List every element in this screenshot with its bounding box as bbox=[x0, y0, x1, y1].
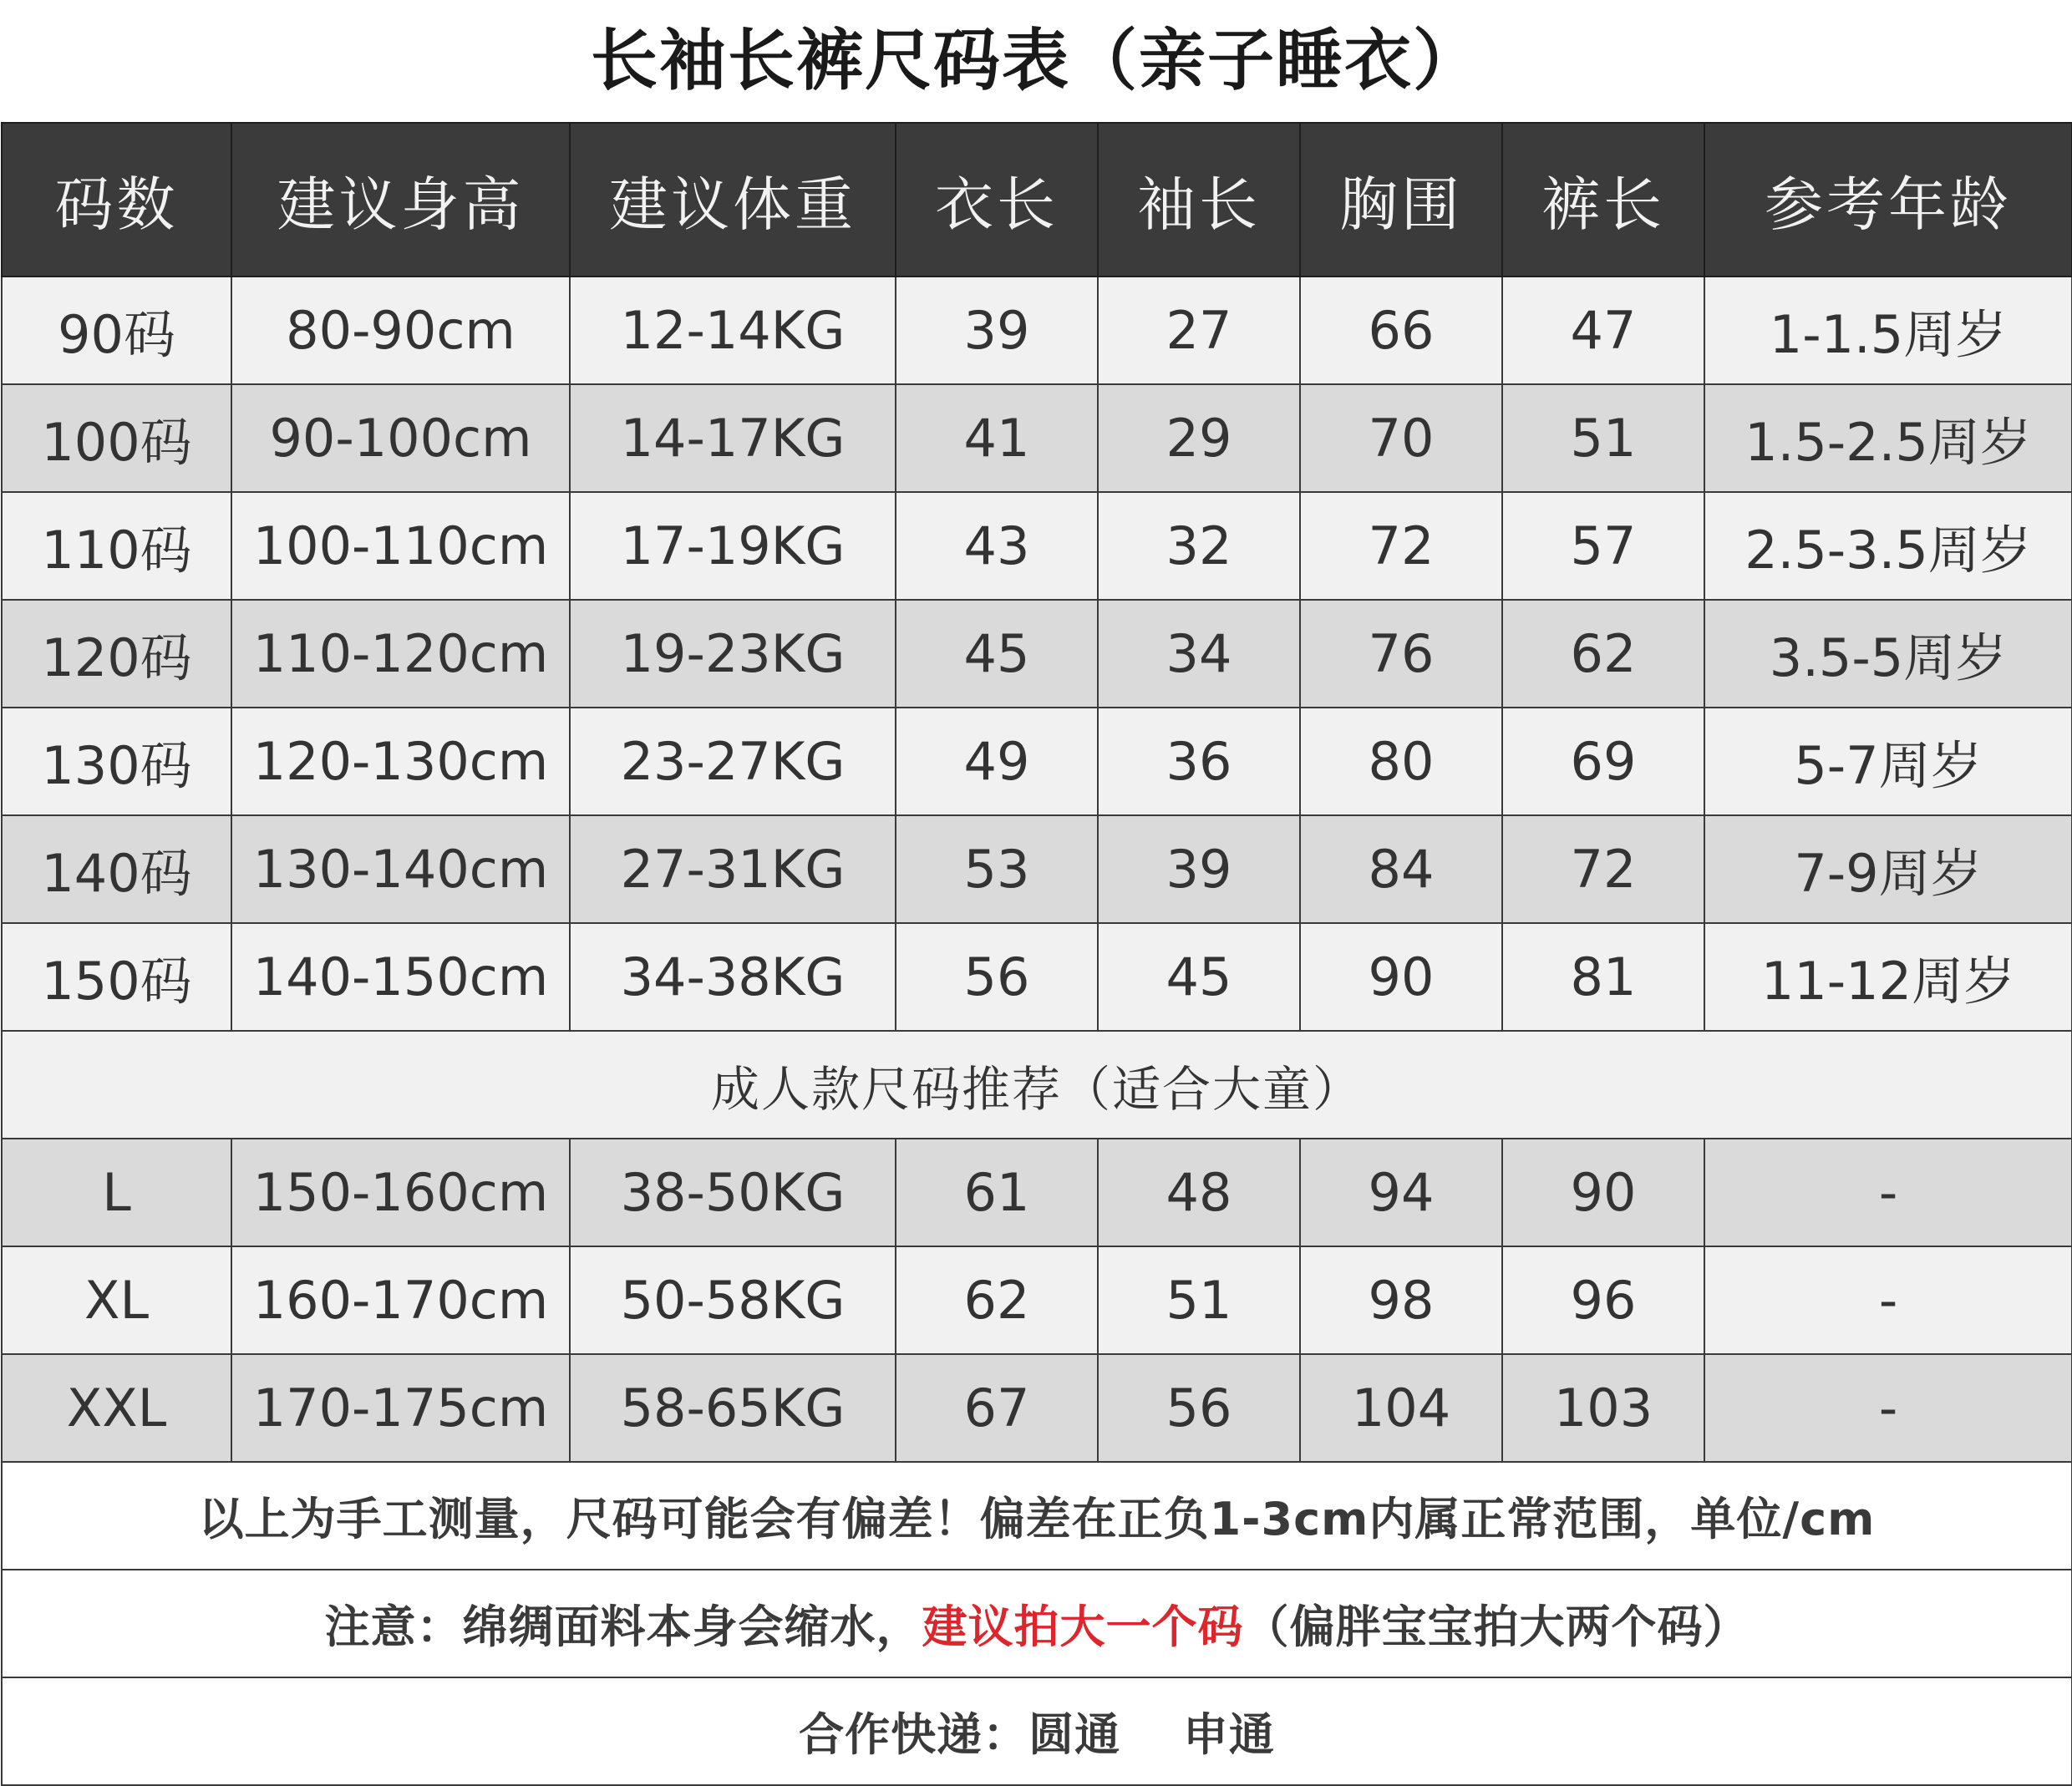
cell-height: 130-140cm bbox=[231, 815, 570, 923]
cell-pants-length: 62 bbox=[1502, 600, 1704, 708]
cell-weight: 12-14KG bbox=[570, 277, 896, 384]
cell-height: 100-110cm bbox=[231, 492, 570, 600]
table-row bbox=[2, 1139, 2072, 1246]
cell-chest: 80 bbox=[1300, 708, 1502, 815]
header-size: 码数 bbox=[2, 123, 231, 277]
header-pants-length: 裤长 bbox=[1502, 123, 1704, 277]
cell-weight: 58-65KG bbox=[570, 1354, 896, 1462]
cell-pants-length: 51 bbox=[1502, 384, 1704, 492]
header-weight: 建议体重 bbox=[570, 123, 896, 277]
cell-pants-length: 72 bbox=[1502, 815, 1704, 923]
adult-section-row bbox=[2, 1031, 2072, 1139]
cell-age: 1-1.5周岁 bbox=[1704, 277, 2072, 384]
header-chest: 胸围 bbox=[1300, 123, 1502, 277]
cell-size: XL bbox=[2, 1246, 231, 1354]
cell-top-length: 67 bbox=[896, 1354, 1098, 1462]
cell-top-length: 45 bbox=[896, 600, 1098, 708]
cell-sleeve-length: 56 bbox=[1098, 1354, 1300, 1462]
cell-top-length: 53 bbox=[896, 815, 1098, 923]
cell-sleeve-length: 48 bbox=[1098, 1139, 1300, 1246]
cell-chest: 98 bbox=[1300, 1246, 1502, 1354]
cell-sleeve-length: 34 bbox=[1098, 600, 1300, 708]
cell-size: 140码 bbox=[2, 815, 231, 923]
cell-chest: 104 bbox=[1300, 1354, 1502, 1462]
table-row bbox=[2, 492, 2072, 600]
cell-size: XXL bbox=[2, 1354, 231, 1462]
table-row bbox=[2, 600, 2072, 708]
table-row bbox=[2, 815, 2072, 923]
cell-weight: 23-27KG bbox=[570, 708, 896, 815]
attention-note-row bbox=[2, 1570, 2072, 1677]
cell-sleeve-length: 36 bbox=[1098, 708, 1300, 815]
cell-age: - bbox=[1704, 1246, 2072, 1354]
cell-size: 150码 bbox=[2, 923, 231, 1031]
cell-height: 170-175cm bbox=[231, 1354, 570, 1462]
measurement-note-row bbox=[2, 1462, 2072, 1570]
cell-age: 3.5-5周岁 bbox=[1704, 600, 2072, 708]
cell-size: L bbox=[2, 1139, 231, 1246]
cell-weight: 19-23KG bbox=[570, 600, 896, 708]
cell-weight: 17-19KG bbox=[570, 492, 896, 600]
cell-top-length: 49 bbox=[896, 708, 1098, 815]
table-row bbox=[2, 1354, 2072, 1462]
cell-height: 80-90cm bbox=[231, 277, 570, 384]
cell-pants-length: 57 bbox=[1502, 492, 1704, 600]
cell-size: 100码 bbox=[2, 384, 231, 492]
cell-top-length: 56 bbox=[896, 923, 1098, 1031]
cell-height: 110-120cm bbox=[231, 600, 570, 708]
cell-top-length: 61 bbox=[896, 1139, 1098, 1246]
cell-chest: 72 bbox=[1300, 492, 1502, 600]
cell-height: 90-100cm bbox=[231, 384, 570, 492]
cell-weight: 14-17KG bbox=[570, 384, 896, 492]
cell-age: - bbox=[1704, 1354, 2072, 1462]
header-height: 建议身高 bbox=[231, 123, 570, 277]
cell-age: 2.5-3.5周岁 bbox=[1704, 492, 2072, 600]
cell-height: 160-170cm bbox=[231, 1246, 570, 1354]
cell-weight: 50-58KG bbox=[570, 1246, 896, 1354]
attention-suffix: （偏胖宝宝拍大两个码） bbox=[1243, 1601, 1750, 1653]
cell-chest: 70 bbox=[1300, 384, 1502, 492]
cell-weight: 27-31KG bbox=[570, 815, 896, 923]
cell-weight: 38-50KG bbox=[570, 1139, 896, 1246]
cell-sleeve-length: 29 bbox=[1098, 384, 1300, 492]
adult-section-title: 成人款尺码推荐（适合大童） bbox=[2, 1031, 2072, 1139]
attention-note bbox=[2, 1570, 2072, 1677]
cell-sleeve-length: 32 bbox=[1098, 492, 1300, 600]
table-row bbox=[2, 384, 2072, 492]
cell-height: 120-130cm bbox=[231, 708, 570, 815]
header-age: 参考年龄 bbox=[1704, 123, 2072, 277]
cell-chest: 76 bbox=[1300, 600, 1502, 708]
cell-sleeve-length: 51 bbox=[1098, 1246, 1300, 1354]
cell-chest: 66 bbox=[1300, 277, 1502, 384]
header-top-length: 衣长 bbox=[896, 123, 1098, 277]
cell-sleeve-length: 39 bbox=[1098, 815, 1300, 923]
table-row bbox=[2, 277, 2072, 384]
attention-highlight: 建议拍大一个码 bbox=[922, 1601, 1244, 1653]
shipping-note-row bbox=[2, 1677, 2072, 1785]
chart-title: 长袖长裤尺码表（亲子睡衣） bbox=[591, 22, 1481, 99]
cell-weight: 34-38KG bbox=[570, 923, 896, 1031]
cell-age: 7-9周岁 bbox=[1704, 815, 2072, 923]
cell-pants-length: 90 bbox=[1502, 1139, 1704, 1246]
cell-pants-length: 47 bbox=[1502, 277, 1704, 384]
cell-size: 110码 bbox=[2, 492, 231, 600]
cell-top-length: 43 bbox=[896, 492, 1098, 600]
cell-height: 140-150cm bbox=[231, 923, 570, 1031]
shipping-note: 合作快递：圆通 申通 bbox=[2, 1677, 2072, 1785]
cell-sleeve-length: 27 bbox=[1098, 277, 1300, 384]
table-row bbox=[2, 1246, 2072, 1354]
cell-pants-length: 69 bbox=[1502, 708, 1704, 815]
cell-size: 90码 bbox=[2, 277, 231, 384]
table-row bbox=[2, 923, 2072, 1031]
cell-top-length: 62 bbox=[896, 1246, 1098, 1354]
cell-age: - bbox=[1704, 1139, 2072, 1246]
cell-top-length: 41 bbox=[896, 384, 1098, 492]
size-table bbox=[1, 122, 2072, 1786]
cell-height: 150-160cm bbox=[231, 1139, 570, 1246]
cell-chest: 94 bbox=[1300, 1139, 1502, 1246]
cell-age: 1.5-2.5周岁 bbox=[1704, 384, 2072, 492]
cell-pants-length: 96 bbox=[1502, 1246, 1704, 1354]
cell-pants-length: 103 bbox=[1502, 1354, 1704, 1462]
cell-sleeve-length: 45 bbox=[1098, 923, 1300, 1031]
cell-top-length: 39 bbox=[896, 277, 1098, 384]
cell-chest: 84 bbox=[1300, 815, 1502, 923]
cell-chest: 90 bbox=[1300, 923, 1502, 1031]
cell-size: 130码 bbox=[2, 708, 231, 815]
attention-prefix: 注意：绵绸面料本身会缩水， bbox=[324, 1601, 922, 1653]
cell-age: 5-7周岁 bbox=[1704, 708, 2072, 815]
measurement-note: 以上为手工测量，尺码可能会有偏差！偏差在正负1-3cm内属正常范围，单位/cm bbox=[2, 1462, 2072, 1570]
header-row bbox=[2, 123, 2072, 277]
cell-age: 11-12周岁 bbox=[1704, 923, 2072, 1031]
header-sleeve-length: 袖长 bbox=[1098, 123, 1300, 277]
cell-pants-length: 81 bbox=[1502, 923, 1704, 1031]
table-row bbox=[2, 708, 2072, 815]
cell-size: 120码 bbox=[2, 600, 231, 708]
